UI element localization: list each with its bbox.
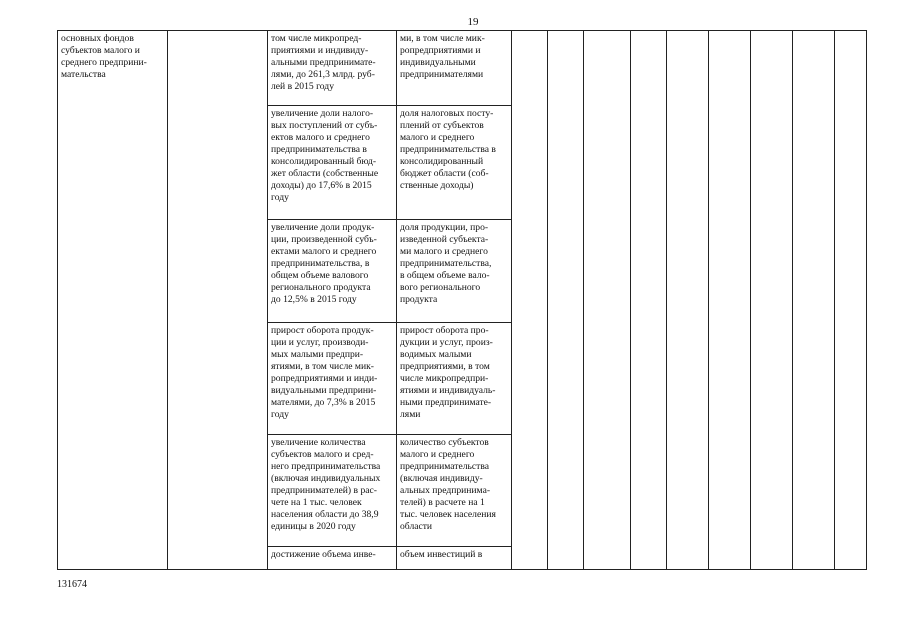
indicator-cell: ми, в том числе мик- ропредприятиями и индивидуальными предпринимателями xyxy=(397,31,512,106)
target-cell: увеличение доли налого- вых поступлений от субъ- ектов малого и среднего предпринимательства в консолидированный бюд- жет области (собственные доходы) до 17,6% в 2015 году xyxy=(268,106,397,220)
indicator-cell: доля продукции, про- изведенной субъекта- ми малого и среднего предпринимательства, в общем объеме вало- вого регионального продукта xyxy=(397,220,512,323)
target-cell: увеличение доли продук- ции, произведенной субъ- ектами малого и среднего предпринимательства, в общем объеме валового регионального продукта до 12,5% в 2015 году xyxy=(268,220,397,323)
col1-text: основных фондов субъектов малого и среднего предприни- мательства xyxy=(58,31,168,570)
indicator-cell: доля налоговых посту- плений от субъектов малого и среднего предпринимательства в консолидированный бюджет области (соб- ственные доходы) xyxy=(397,106,512,220)
indicator-cell: количество субъектов малого и среднего предпринимательства (включая индивиду- альных предпринима- телей) в расчете на 1 тыс. человек населения области xyxy=(397,435,512,547)
empty-cell xyxy=(793,31,835,570)
target-cell: том числе микропред- приятиями и индивиду- альными предпринимате- лями, до 261,3 млрд. руб- лей в 2015 году xyxy=(268,31,397,106)
empty-cell xyxy=(548,31,584,570)
indicator-cell: объем инвестиций в xyxy=(397,547,512,570)
target-cell: достижение объема инве- xyxy=(268,547,397,570)
footer-code: 131674 xyxy=(57,579,87,590)
empty-cell xyxy=(667,31,709,570)
target-cell: прирост оборота продук- ции и услуг, производи- мых малыми предпри- ятиями, в том числе мик- ропредприятиями и инди- видуальными предприни- мателями, до 7,3% в 2015 году xyxy=(268,323,397,435)
empty-cell xyxy=(751,31,793,570)
table-row xyxy=(58,31,867,106)
empty-cell xyxy=(168,31,268,570)
empty-cell xyxy=(835,31,867,570)
target-cell: увеличение количества субъектов малого и сред- него предпринимательства (включая индивидуальных предпринимателей) в рас- чете на 1 тыс. человек населения области до 38,9 единицы в 2020 году xyxy=(268,435,397,547)
empty-cell xyxy=(512,31,548,570)
page-number: 19 xyxy=(467,16,479,28)
indicator-cell: прирост оборота про- дукции и услуг, произ- водимых малыми предприятиями, в том числе микропредпри- ятиями и индивидуаль- ными предпринимате- лями xyxy=(397,323,512,435)
empty-cell xyxy=(631,31,667,570)
document-table xyxy=(57,30,867,570)
empty-cell xyxy=(709,31,751,570)
empty-cell xyxy=(584,31,631,570)
